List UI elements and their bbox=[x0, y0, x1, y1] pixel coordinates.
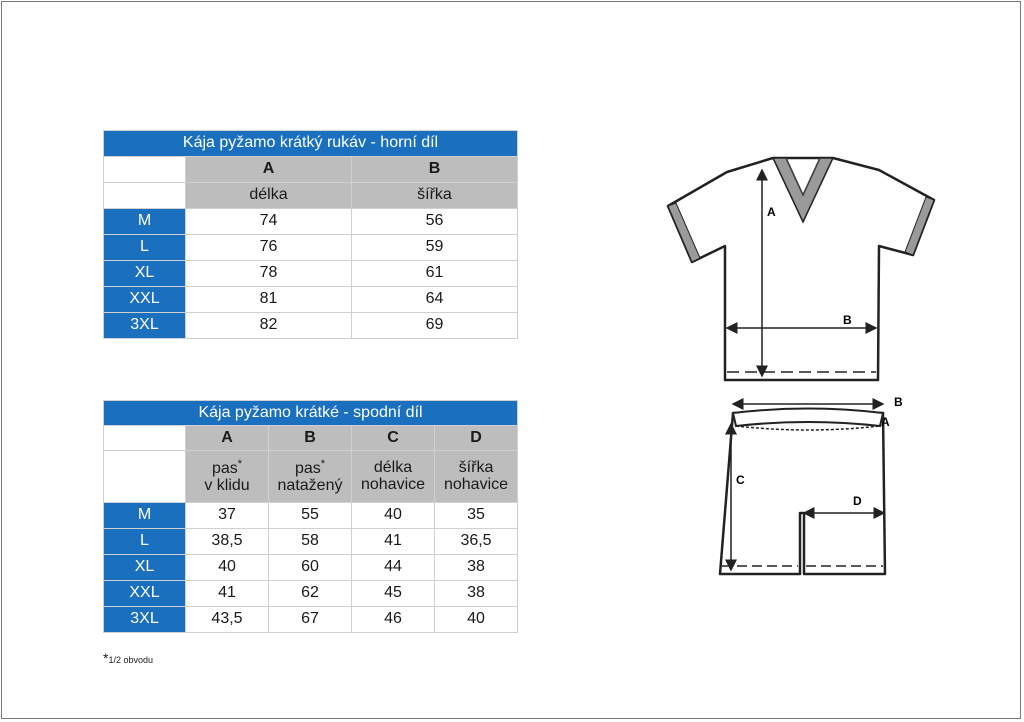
value-cell: 61 bbox=[352, 261, 518, 287]
shorts-drawing bbox=[720, 395, 903, 574]
size-label: XL bbox=[104, 555, 186, 581]
value-cell: 82 bbox=[186, 313, 352, 339]
footnote-text: 1/2 obvodu bbox=[108, 655, 153, 665]
bottom-col-b-label: pas* natažený bbox=[269, 451, 352, 503]
value-cell: 56 bbox=[352, 209, 518, 235]
value-cell: 36,5 bbox=[435, 529, 518, 555]
value-cell: 46 bbox=[352, 607, 435, 633]
value-cell: 40 bbox=[186, 555, 269, 581]
size-label: XXL bbox=[104, 287, 186, 313]
value-cell: 58 bbox=[269, 529, 352, 555]
size-label: M bbox=[104, 503, 186, 529]
value-cell: 45 bbox=[352, 581, 435, 607]
size-label: 3XL bbox=[104, 607, 186, 633]
size-label: XXL bbox=[104, 581, 186, 607]
value-cell: 64 bbox=[352, 287, 518, 313]
value-cell: 41 bbox=[352, 529, 435, 555]
footnote: *1/2 obvodu bbox=[103, 650, 153, 666]
value-cell: 44 bbox=[352, 555, 435, 581]
value-cell: 67 bbox=[269, 607, 352, 633]
shorts-label-b: B bbox=[894, 395, 903, 409]
top-col-a-label: délka bbox=[186, 183, 352, 209]
value-cell: 78 bbox=[186, 261, 352, 287]
tshirt-drawing bbox=[668, 158, 934, 380]
value-cell: 59 bbox=[352, 235, 518, 261]
value-cell: 40 bbox=[352, 503, 435, 529]
shorts-label-a: A bbox=[881, 415, 890, 429]
bottom-col-d-letter: D bbox=[435, 426, 518, 451]
shirt-label-b: B bbox=[843, 313, 852, 327]
size-label: 3XL bbox=[104, 313, 186, 339]
value-cell: 81 bbox=[186, 287, 352, 313]
value-cell: 69 bbox=[352, 313, 518, 339]
value-cell: 35 bbox=[435, 503, 518, 529]
top-col-b-label: šířka bbox=[352, 183, 518, 209]
bottom-col-b-letter: B bbox=[269, 426, 352, 451]
bottom-col-c-letter: C bbox=[352, 426, 435, 451]
value-cell: 37 bbox=[186, 503, 269, 529]
value-cell: 38 bbox=[435, 581, 518, 607]
size-label: M bbox=[104, 209, 186, 235]
bottom-col-a-letter: A bbox=[186, 426, 269, 451]
value-cell: 43,5 bbox=[186, 607, 269, 633]
value-cell: 41 bbox=[186, 581, 269, 607]
top-col-b-letter: B bbox=[352, 157, 518, 183]
top-col-a-letter: A bbox=[186, 157, 352, 183]
size-label: XL bbox=[104, 261, 186, 287]
bottom-col-c-label: délka nohavice bbox=[352, 451, 435, 503]
shorts-label-c: C bbox=[736, 473, 745, 487]
bottom-col-a-label: pas* v klidu bbox=[186, 451, 269, 503]
shirt-label-a: A bbox=[767, 205, 776, 219]
shorts-label-d: D bbox=[853, 494, 862, 508]
bottom-col-d-label: šířka nohavice bbox=[435, 451, 518, 503]
value-cell: 76 bbox=[186, 235, 352, 261]
value-cell: 38,5 bbox=[186, 529, 269, 555]
size-label: L bbox=[104, 529, 186, 555]
value-cell: 74 bbox=[186, 209, 352, 235]
bottom-table-title: Kája pyžamo krátké - spodní díl bbox=[104, 401, 518, 426]
value-cell: 62 bbox=[269, 581, 352, 607]
value-cell: 55 bbox=[269, 503, 352, 529]
value-cell: 40 bbox=[435, 607, 518, 633]
value-cell: 60 bbox=[269, 555, 352, 581]
top-table-title: Kája pyžamo krátký rukáv - horní díl bbox=[104, 131, 518, 157]
value-cell: 38 bbox=[435, 555, 518, 581]
size-label: L bbox=[104, 235, 186, 261]
